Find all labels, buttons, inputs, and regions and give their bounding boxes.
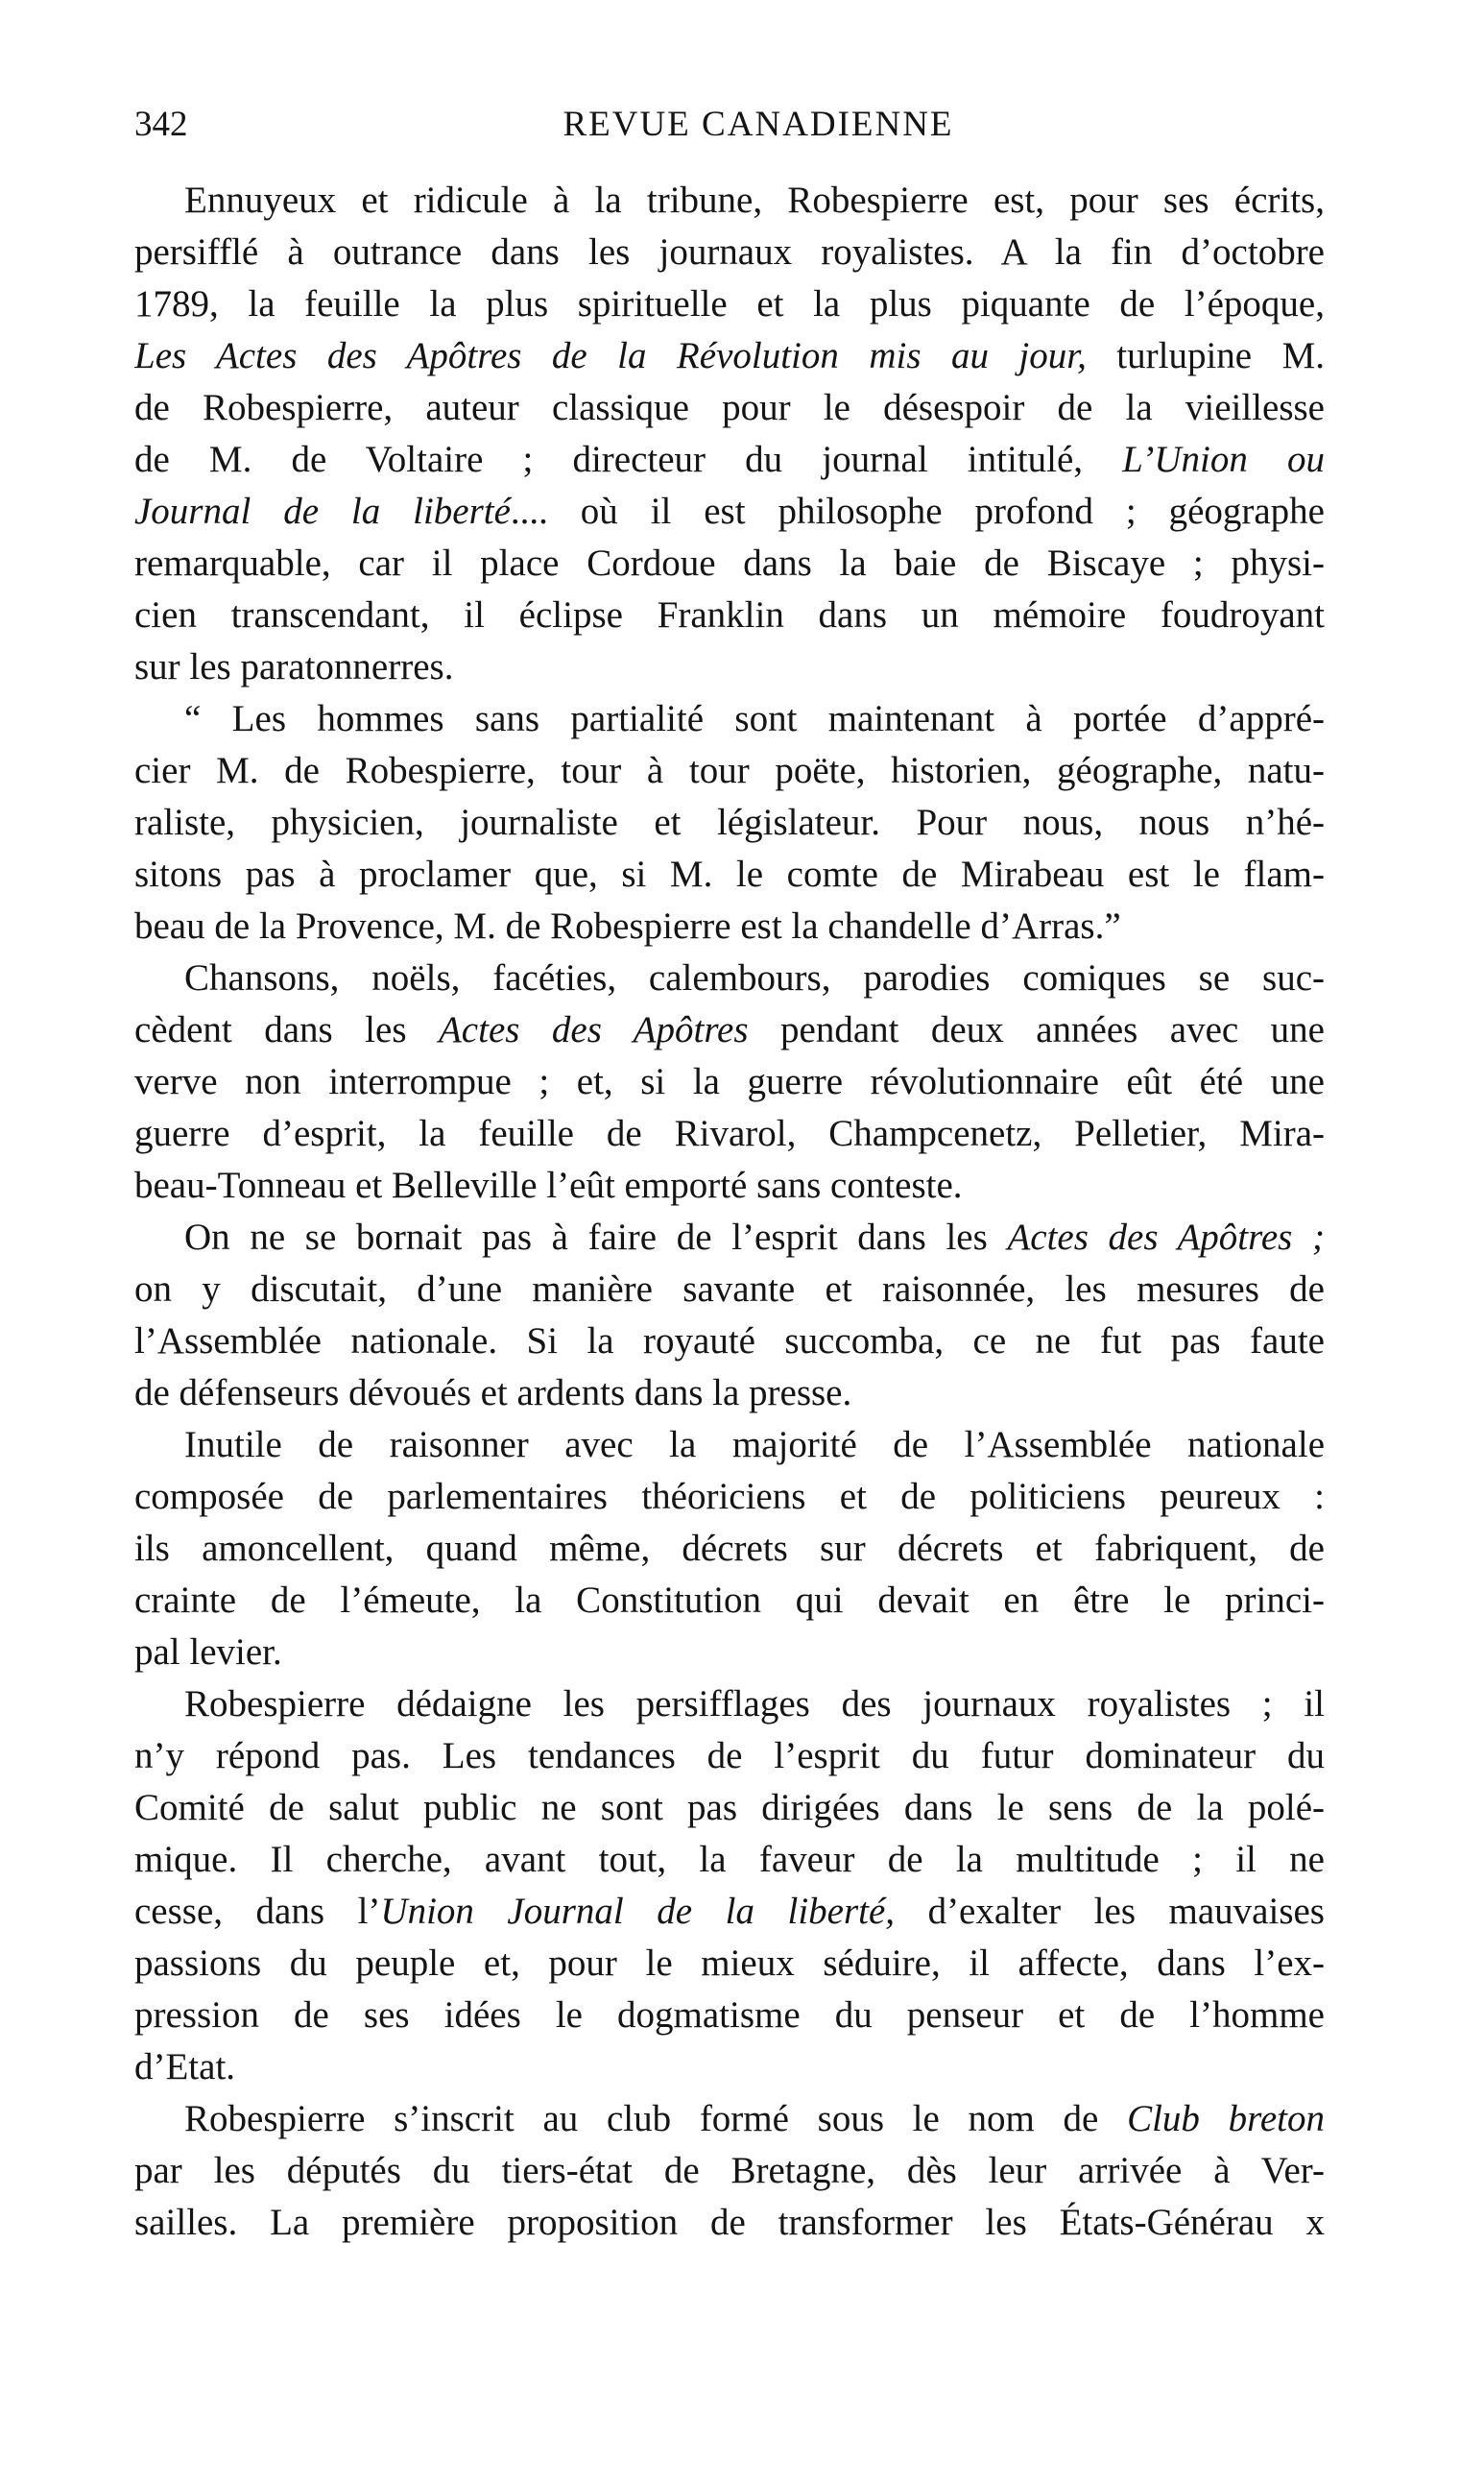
text-line: [134, 1471, 1325, 1523]
text-run: de défenseurs dévoués et ardents dans la presse.: [134, 1372, 852, 1413]
text-run: 1789, la feuille la plus spirituelle et la plus piquante de l’époque,: [134, 283, 1325, 325]
text-line: [134, 1212, 1325, 1264]
text-run: mique. Il cherche, avant tout, la faveur de la multitude ; il ne: [134, 1839, 1325, 1880]
text-line: [134, 1782, 1325, 1834]
text-run: n’y répond pas. Les tendances de l’esprit du futur dominateur du: [134, 1735, 1325, 1776]
paragraph: [134, 2093, 1325, 2249]
text-line: [134, 1938, 1325, 1990]
text-line: [134, 953, 1325, 1004]
text-run: remarquable, car il place Cordoue dans la baie de Biscaye ; physi-: [134, 543, 1325, 584]
text-run: cesse, dans l’: [134, 1891, 381, 1932]
text-run: par les députés du tiers-état de Bretagne, dès leur arrivée à Ver-: [134, 2150, 1325, 2191]
text-run: on y discutait, d’une manière savante et raisonnée, les mesures de: [134, 1268, 1325, 1310]
paragraph: [134, 1212, 1325, 1419]
text-line: [134, 901, 1325, 953]
text-line: [134, 1419, 1325, 1471]
text-line: [134, 2093, 1325, 2145]
text-line: [134, 1160, 1325, 1212]
text-run: guerre d’esprit, la feuille de Rivarol, Champcenetz, Pelletier, Mira-: [134, 1113, 1325, 1154]
text-line: [134, 434, 1325, 486]
text-run: Robespierre s’inscrit au club formé sous le nom de: [184, 2098, 1128, 2139]
text-run: de Robespierre, auteur classique pour le désespoir de la vieillesse: [134, 387, 1325, 428]
text-run: On ne se bornait pas à faire de l’esprit dans les: [184, 1217, 1008, 1258]
page-header: [134, 96, 1325, 154]
text-line: [134, 1834, 1325, 1886]
text-line: [134, 330, 1325, 382]
text-line: [134, 1523, 1325, 1575]
text-line: [134, 1730, 1325, 1782]
text-run: composée de parlementaires théoriciens et de politiciens peureux :: [134, 1476, 1325, 1517]
text-run: sur les paratonnerres.: [134, 646, 454, 688]
text-line: [134, 849, 1325, 901]
paragraph: [134, 693, 1325, 953]
text-line: [134, 382, 1325, 434]
text-line: [134, 693, 1325, 745]
text-run: Robespierre dédaigne les persifflages des journaux royalistes ; il: [184, 1683, 1325, 1725]
text-run: cèdent dans les: [134, 1009, 439, 1050]
text-run: turlupine M.: [1086, 335, 1325, 376]
text-line: [134, 1108, 1325, 1160]
text-line: [134, 1315, 1325, 1367]
text-run: pendant deux années avec une: [748, 1009, 1325, 1050]
page-number: 342: [134, 105, 188, 144]
italic-text: Club breton: [1127, 2098, 1325, 2139]
text-run: Inutile de raisonner avec la majorité de l’Assemblée nationale: [184, 1424, 1325, 1465]
text-run: Comité de salut public ne sont pas dirigées dans le sens de la polé-: [134, 1787, 1325, 1828]
text-line: [134, 227, 1325, 278]
italic-text: Union Journal de la liberté,: [380, 1891, 896, 1932]
text-run: beau-Tonneau et Belleville l’eût emporté sans conteste.: [134, 1165, 963, 1206]
body-text: [134, 175, 1325, 2249]
text-run: Chansons, noëls, facéties, calembours, parodies comiques se suc-: [184, 957, 1325, 999]
text-line: [134, 590, 1325, 641]
text-line: [134, 1367, 1325, 1419]
text-line: [134, 2197, 1325, 2249]
text-run: sitons pas à proclamer que, si M. le comte de Mirabeau est le flam-: [134, 854, 1325, 895]
text-run: ils amoncellent, quand même, décrets sur décrets et fabriquent, de: [134, 1528, 1325, 1569]
text-line: [134, 1678, 1325, 1730]
text-run: d’exalter les mauvaises: [895, 1891, 1325, 1932]
text-line: [134, 278, 1325, 330]
text-run: cier M. de Robespierre, tour à tour poëte, historien, géographe, natu-: [134, 750, 1325, 791]
text-run: “ Les hommes sans partialité sont maintenant à portée d’appré-: [184, 698, 1325, 739]
text-run: .... où il est philosophe profond ; géographe: [510, 491, 1325, 532]
text-line: [134, 1264, 1325, 1315]
text-run: sailles. La première proposition de transformer les États-Générau x: [134, 2202, 1325, 2243]
text-line: [134, 1990, 1325, 2041]
italic-text: Actes des Apôtres: [438, 1009, 749, 1050]
text-run: raliste, physicien, journaliste et législateur. Pour nous, nous n’hé-: [134, 802, 1325, 843]
italic-text: Les Actes des Apôtres de la Révolution mis au jour,: [134, 335, 1087, 376]
text-run: d’Etat.: [134, 2046, 236, 2087]
text-run: pal levier.: [134, 1631, 282, 1673]
italic-text: Journal de la liberté: [134, 491, 511, 532]
text-line: [134, 745, 1325, 797]
text-run: Ennuyeux et ridicule à la tribune, Robespierre est, pour ses écrits,: [184, 180, 1325, 221]
text-line: [134, 175, 1325, 227]
text-line: [134, 797, 1325, 849]
paragraph: [134, 953, 1325, 1212]
text-line: [134, 1004, 1325, 1056]
text-run: verve non interrompue ; et, si la guerre révolutionnaire eût été une: [134, 1061, 1325, 1102]
text-run: persifflé à outrance dans les journaux royalistes. A la fin d’octobre: [134, 231, 1325, 273]
text-run: beau de la Provence, M. de Robespierre est la chandelle d’Arras.”: [134, 905, 1121, 947]
paragraph: [134, 1419, 1325, 1678]
text-line: [134, 486, 1325, 538]
text-line: [134, 1627, 1325, 1678]
text-line: [134, 2145, 1325, 2197]
text-run: de M. de Voltaire ; directeur du journal intitulé,: [134, 439, 1123, 480]
paragraph: [134, 1678, 1325, 2093]
text-run: l’Assemblée nationale. Si la royauté succomba, ce ne fut pas faute: [134, 1320, 1325, 1362]
text-line: [134, 1575, 1325, 1627]
text-line: [134, 641, 1325, 693]
italic-text: L’Union ou: [1122, 439, 1325, 480]
paragraph: [134, 175, 1325, 693]
text-line: [134, 2041, 1325, 2093]
text-line: [134, 1056, 1325, 1108]
text-run: passions du peuple et, pour le mieux séduire, il affecte, dans l’ex-: [134, 1942, 1325, 1984]
italic-text: Actes des Apôtres ;: [1007, 1217, 1325, 1258]
text-run: pression de ses idées le dogmatisme du penseur et de l’homme: [134, 1994, 1325, 2036]
running-title: REVUE CANADIENNE: [562, 105, 954, 144]
text-run: crainte de l’émeute, la Constitution qui devait en être le princi-: [134, 1580, 1325, 1621]
text-run: cien transcendant, il éclipse Franklin dans un mémoire foudroyant: [134, 594, 1325, 636]
text-line: [134, 1886, 1325, 1938]
text-line: [134, 538, 1325, 590]
